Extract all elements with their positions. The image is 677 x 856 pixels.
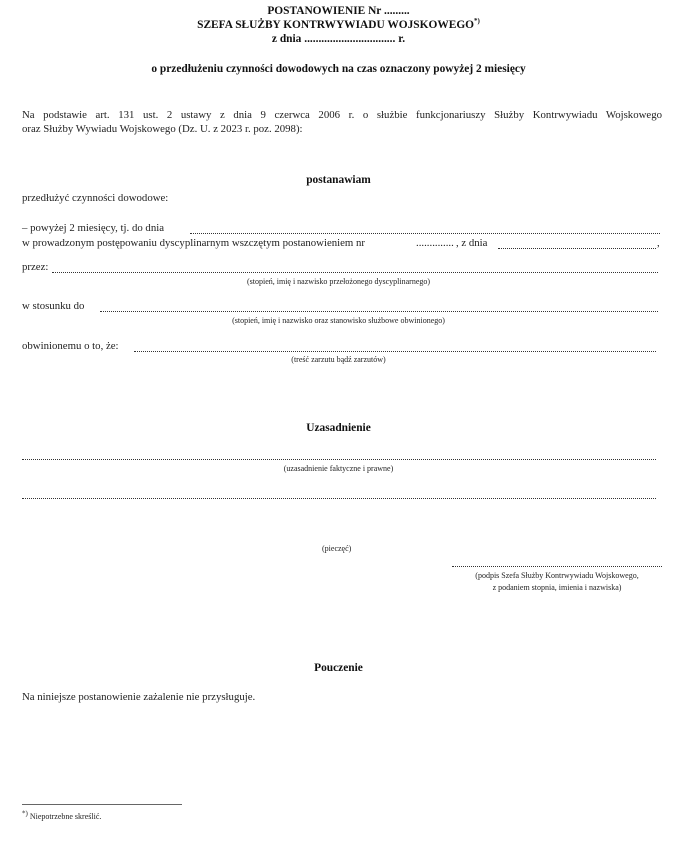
date-dots: ................................ <box>304 33 396 45</box>
authority-name: SZEFA SŁUŻBY KONTRWYWIADU WOJSKOWEGO <box>197 19 475 31</box>
justification-field-line-1[interactable] <box>22 459 656 460</box>
signature-field[interactable] <box>452 566 662 567</box>
justification-field-line-2[interactable] <box>22 498 656 499</box>
proceeding-date-label: , z dnia <box>456 237 488 249</box>
footnote-marker: *) <box>22 809 28 818</box>
footnote <box>22 809 102 821</box>
instruction-heading: Pouczenie <box>314 662 363 674</box>
stamp-placeholder: (pieczęć) <box>322 544 352 553</box>
issuing-authority <box>0 17 677 31</box>
authority-footnote-marker: *) <box>474 17 480 26</box>
document-subject: o przedłużeniu czynności dowodowych na czas oznaczony powyżej 2 miesięcy <box>151 63 526 75</box>
regarding-hint: (stopień, imię i nazwisko oraz stanowisko służbowe obwinionego) <box>232 316 445 325</box>
justification-heading: Uzasadnienie <box>306 422 371 434</box>
accused-hint: (treść zarzutu bądź zarzutów) <box>291 355 386 364</box>
by-label: przez: <box>22 261 49 273</box>
proceeding-end-comma: , <box>657 237 660 249</box>
date-suffix: r. <box>398 33 406 45</box>
accused-label: obwinionemu o to, że: <box>22 340 119 352</box>
document-title <box>0 6 677 17</box>
regarding-label: w stosunku do <box>22 300 85 312</box>
proceeding-label: w prowadzonym postępowaniu dyscyplinarnym wszczętym postanowieniem nr <box>22 237 366 249</box>
instruction-text: Na niniejsze postanowienie zażalenie nie przysługuje. <box>22 691 256 703</box>
title-prefix: POSTANOWIENIE Nr <box>267 5 382 17</box>
proceeding-date-field[interactable] <box>498 248 656 249</box>
signature-hint-line-1: (podpis Szefa Służby Kontrwywiadu Wojskowego, <box>475 571 639 580</box>
footnote-text: Niepotrzebne skreślić. <box>29 812 102 821</box>
legal-basis-line-2: oraz Służby Wywiadu Wojskowego (Dz. U. z 2023 r. poz. 2098): <box>22 123 303 135</box>
legal-basis-line-1: Na podstawie art. 131 ust. 2 ustawy z dnia 9 czerwca 2006 r. o służbie funkcjonariuszy Służby Kontrwywiadu Wojskowego <box>22 109 662 121</box>
justification-hint: (uzasadnienie faktyczne i prawne) <box>283 464 394 473</box>
date-prefix: z dnia <box>271 33 302 45</box>
extension-date-field[interactable] <box>190 233 660 234</box>
by-hint: (stopień, imię i nazwisko przełożonego dyscyplinarnego) <box>246 277 431 286</box>
signature-hint-line-2: z podaniem stopnia, imienia i nazwiska) <box>492 583 622 592</box>
title-number-dots: ......... <box>384 5 410 17</box>
accused-officer-field[interactable] <box>100 311 658 312</box>
decision-intro: przedłużyć czynności dowodowe: <box>22 192 169 204</box>
extension-item-label: – powyżej 2 miesięcy, tj. do dnia <box>22 222 165 234</box>
document-date <box>0 34 677 45</box>
decision-heading: postanawiam <box>306 174 371 186</box>
disciplinary-superior-field[interactable] <box>52 272 658 273</box>
charges-field[interactable] <box>134 351 656 352</box>
footnote-separator <box>22 804 182 805</box>
proceeding-number-dots: .............. <box>416 237 454 249</box>
